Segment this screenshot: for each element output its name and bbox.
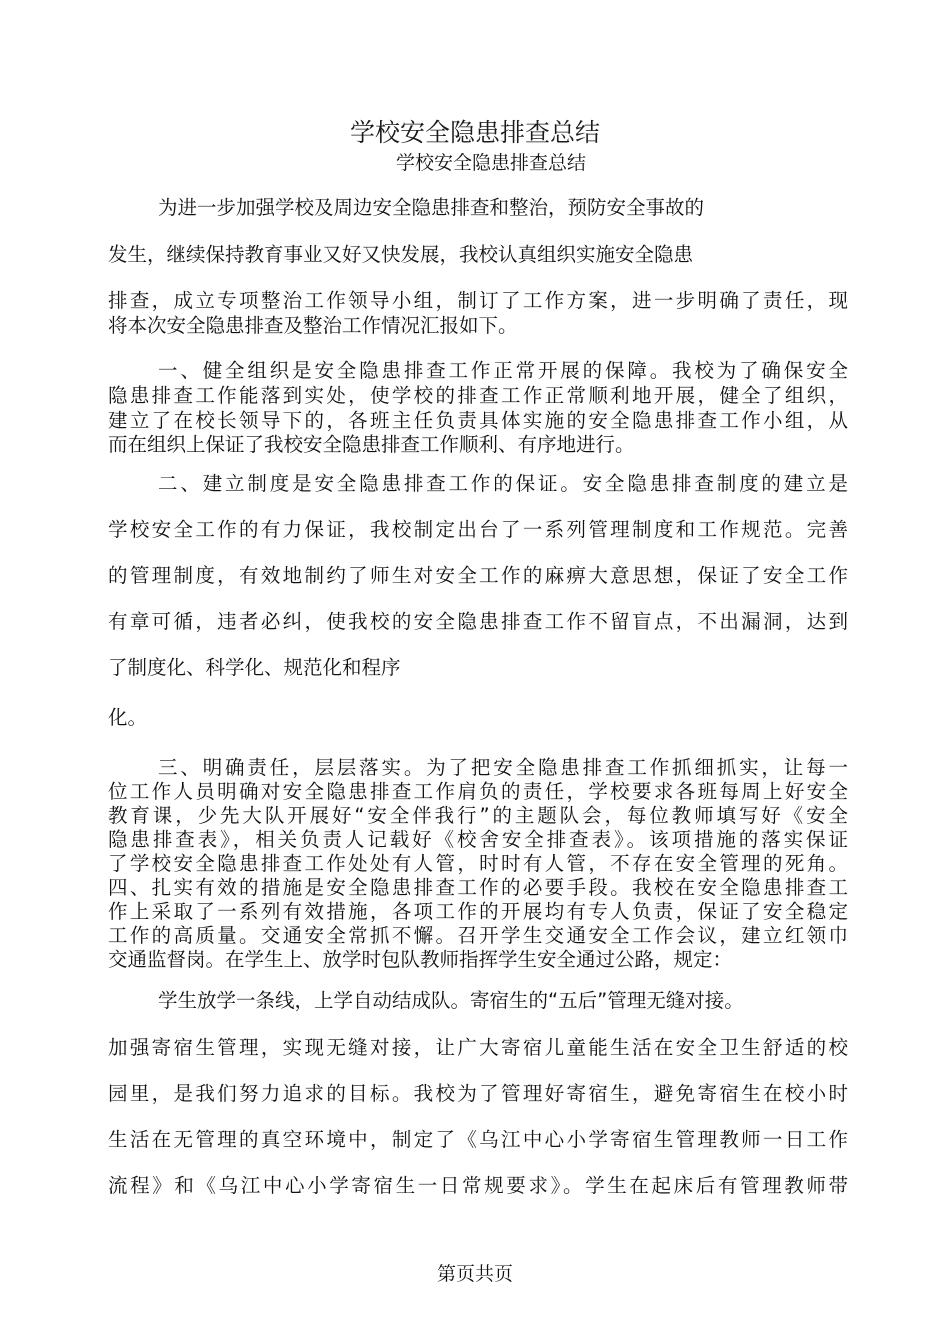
paragraph-line: 隐患排查表》，相关负责人记载好《校舍安全排查表》。该项措施的落实保证 — [108, 828, 848, 851]
document-title: 学校安全隐患排查总结 — [349, 118, 600, 147]
paragraph-line: 三、明确责任，层层落实。为了把安全隐患排查工作抓细抓实，让每一 — [158, 756, 848, 779]
paragraph-line: 学生放学一条线，上学自动结成队。寄宿生的“五后”管理无缝对接。 — [158, 989, 744, 1012]
paragraph-line: 排查，成立专项整治工作领导小组，制订了工作方案，进一步明确了责任，现 — [108, 289, 848, 312]
paragraph-line: 园里，是我们努力追求的目标。我校为了管理好寄宿生，避免寄宿生在校小时 — [108, 1082, 848, 1105]
paragraph-line: 了学校安全隐患排查工作处处有人管，时时有人管，不存在安全管理的死角。 — [108, 852, 848, 875]
paragraph-line: 化。 — [108, 706, 148, 729]
paragraph-line: 四、扎实有效的措施是安全隐患排查工作的必要手段。我校在安全隐患排查工 — [108, 876, 848, 899]
paragraph-line: 二、建立制度是安全隐患排查工作的保证。安全隐患排查制度的建立是 — [158, 472, 848, 495]
paragraph-line: 位工作人员明确对安全隐患排查工作肩负的责任，学校要求各班每周上好安全 — [108, 780, 848, 803]
paragraph-line: 隐患排查工作能落到实处，使学校的排查工作正常顺利地开展，健全了组织， — [108, 384, 848, 407]
paragraph-line: 发生，继续保持教育事业又好又快发展，我校认真组织实施安全隐患 — [108, 243, 694, 266]
paragraph-line: 交通监督岗。在学生上、放学时包队教师指挥学生安全通过公路，规定： — [108, 948, 733, 971]
paragraph-line: 流程》和《乌江中心小学寄宿生一日常规要求》。学生在起床后有管理教师带 — [108, 1174, 848, 1197]
page-footer: 第页共页 — [436, 1263, 513, 1285]
paragraph-line: 了制度化、科学化、规范化和程序 — [108, 656, 401, 679]
paragraph-line: 教育课，少先大队开展好“安全伴我行”的主题队会，每位教师填写好《安全 — [108, 804, 848, 827]
paragraph-line: 有章可循，违者必纠，使我校的安全隐患排查工作不留盲点，不出漏洞，达到 — [108, 610, 848, 633]
paragraph-line: 工作的高质量。交通安全常抓不懈。召开学生交通安全工作会议，建立红领巾 — [108, 924, 848, 947]
paragraph-line: 的管理制度，有效地制约了师生对安全工作的麻痹大意思想，保证了安全工作 — [108, 564, 848, 587]
paragraph-line: 将本次安全隐患排查及整治工作情况汇报如下。 — [108, 314, 518, 337]
paragraph-line: 为进一步加强学校及周边安全隐患排查和整治，预防安全事故的 — [158, 196, 705, 219]
document-subtitle: 学校安全隐患排查总结 — [396, 152, 587, 174]
paragraph-line: 而在组织上保证了我校安全隐患排查工作顺利、有序地进行。 — [108, 433, 635, 456]
paragraph-line: 加强寄宿生管理，实现无缝对接，让广大寄宿儿童能生活在安全卫生舒适的校 — [108, 1036, 848, 1059]
paragraph-line: 学校安全工作的有力保证，我校制定出台了一系列管理制度和工作规范。完善 — [108, 518, 848, 541]
paragraph-line: 建立了在校长领导下的，各班主任负责具体实施的安全隐患排查工作小组，从 — [108, 409, 848, 432]
paragraph-line: 作上采取了一系列有效措施，各项工作的开展均有专人负责，保证了安全稳定 — [108, 900, 848, 923]
paragraph-line: 一、健全组织是安全隐患排查工作正常开展的保障。我校为了确保安全 — [158, 359, 848, 382]
paragraph-line: 生活在无管理的真空环境中，制定了《乌江中心小学寄宿生管理教师一日工作 — [108, 1128, 848, 1151]
